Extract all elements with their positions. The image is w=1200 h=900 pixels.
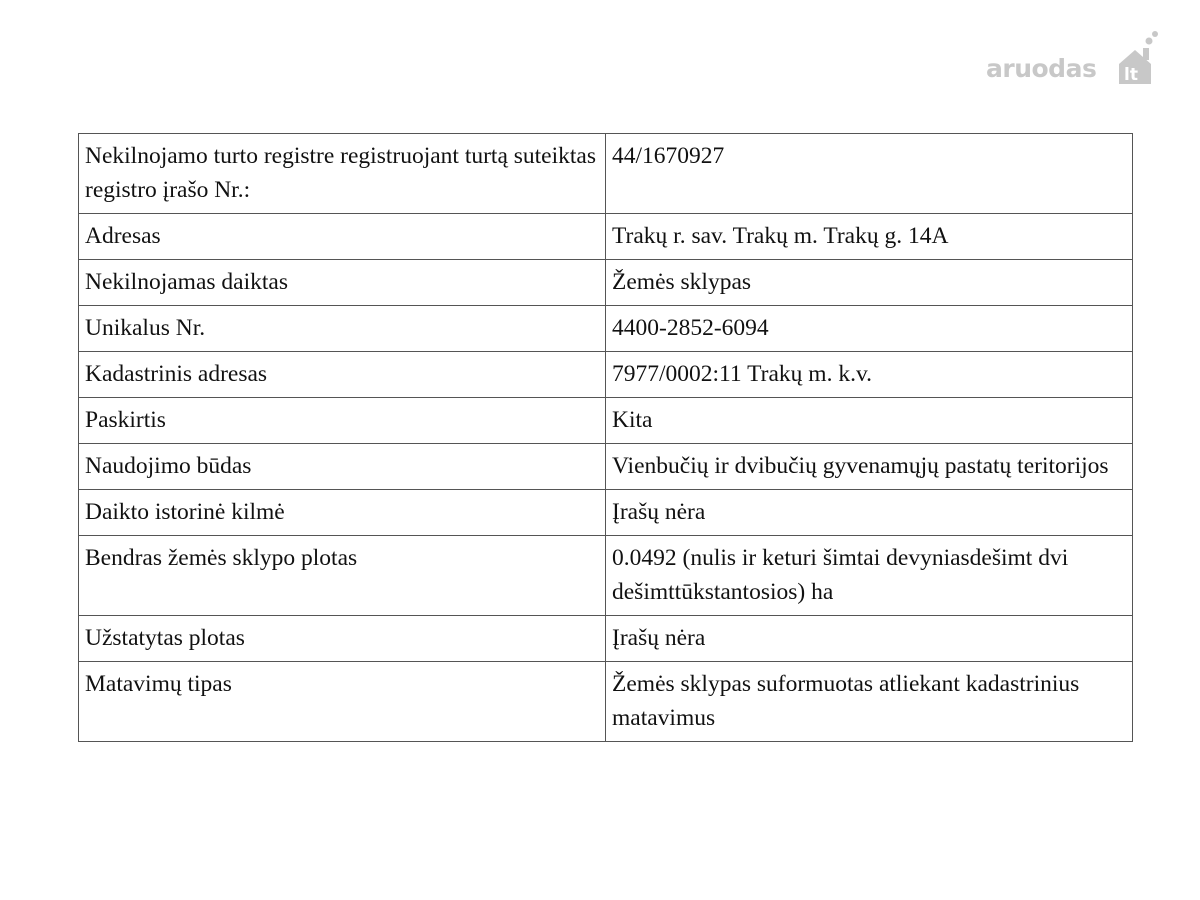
- table-row: [79, 616, 1133, 662]
- row-label: Užstatytas plotas: [79, 616, 606, 662]
- table-row: [79, 352, 1133, 398]
- row-value: Įrašų nėra: [606, 616, 1133, 662]
- table-row: [79, 260, 1133, 306]
- table-row: [79, 214, 1133, 260]
- aruodas-watermark-logo: [984, 30, 1164, 86]
- row-value: 4400-2852-6094: [606, 306, 1133, 352]
- watermark-suffix: lt: [1124, 65, 1138, 85]
- row-value: Žemės sklypas suformuotas atliekant kadastrinius matavimus: [606, 662, 1133, 742]
- row-value: 7977/0002:11 Trakų m. k.v.: [606, 352, 1133, 398]
- row-label: Daikto istorinė kilmė: [79, 490, 606, 536]
- row-value: Kita: [606, 398, 1133, 444]
- table-row: [79, 134, 1133, 214]
- table-row: [79, 444, 1133, 490]
- real-estate-registry-table: [78, 133, 1133, 742]
- row-label: Paskirtis: [79, 398, 606, 444]
- row-value: Žemės sklypas: [606, 260, 1133, 306]
- row-value: Trakų r. sav. Trakų m. Trakų g. 14A: [606, 214, 1133, 260]
- row-value: Įrašų nėra: [606, 490, 1133, 536]
- row-label: Unikalus Nr.: [79, 306, 606, 352]
- row-label: Adresas: [79, 214, 606, 260]
- row-label: Matavimų tipas: [79, 662, 606, 742]
- row-value: 44/1670927: [606, 134, 1133, 214]
- row-label: Nekilnojamas daiktas: [79, 260, 606, 306]
- row-value: 0.0492 (nulis ir keturi šimtai devyniasdešimt dvi dešimttūkstantosios) ha: [606, 536, 1133, 616]
- table-row: [79, 398, 1133, 444]
- row-value: Vienbučių ir dvibučių gyvenamųjų pastatų teritorijos: [606, 444, 1133, 490]
- table-row: [79, 536, 1133, 616]
- row-label: Nekilnojamo turto registre registruojant turtą suteiktas registro įrašo Nr.:: [79, 134, 606, 214]
- table-row: [79, 662, 1133, 742]
- table-row: [79, 306, 1133, 352]
- row-label: Kadastrinis adresas: [79, 352, 606, 398]
- row-label: Naudojimo būdas: [79, 444, 606, 490]
- row-label: Bendras žemės sklypo plotas: [79, 536, 606, 616]
- house-logo-icon: [1115, 30, 1161, 86]
- watermark-text: aruodas: [986, 54, 1097, 83]
- table-row: [79, 490, 1133, 536]
